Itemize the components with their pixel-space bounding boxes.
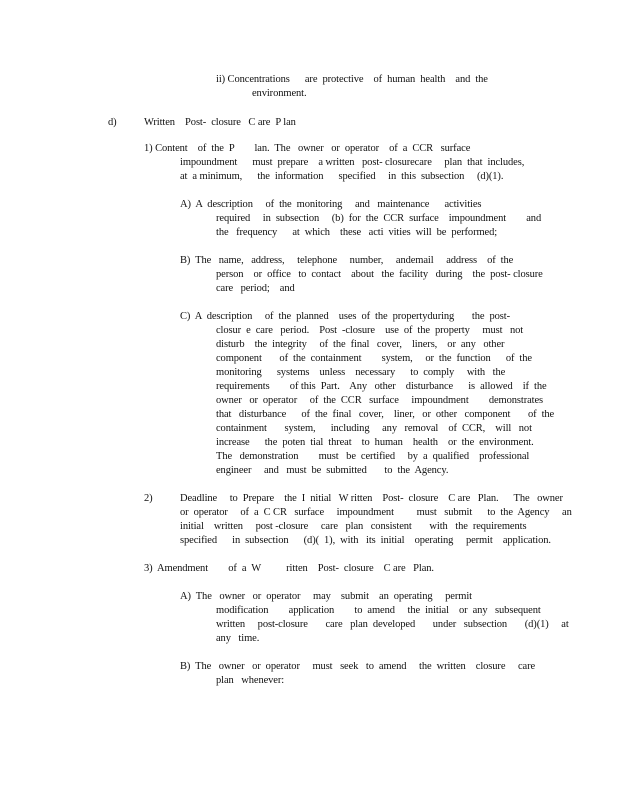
text-line: any time. <box>216 633 260 644</box>
text-line: written post-closure care plan developed under subsection (d)(1) at <box>216 619 569 630</box>
text-line: plan whenever: <box>216 675 285 686</box>
text-line: owner or operator of the CCR surface impoundment demonstrates <box>216 395 544 406</box>
item-label: 2) <box>144 493 153 504</box>
text-line: at a minimum, the information specified in this subsection (d)(1). <box>180 171 504 182</box>
text-line: increase the poten tial threat to human health or the environment. <box>216 437 534 448</box>
text-line: The demonstration must be certified by a qualified professional <box>216 451 530 462</box>
text-line: 3) Amendment of a W ritten Post- closure C are Plan. <box>144 563 434 574</box>
text-line: specified in subsection (d)( 1), with its initial operating permit application. <box>180 535 551 546</box>
text-line: modification application to amend the initial or any subsequent <box>216 605 541 616</box>
text-line: component of the containment system, or the function of the <box>216 353 532 364</box>
text-line: impoundment must prepare a written post- closurecare plan that includes, <box>180 157 525 168</box>
text-line: C) A description of the planned uses of the propertyduring the post- <box>180 311 510 322</box>
text-line: person or office to contact about the facility during the post- closure <box>216 269 543 280</box>
text-line: initial written post -closure care plan consistent with the requirements <box>180 521 527 532</box>
section-heading: Written Post- closure C are P lan <box>144 117 296 128</box>
text-line: closur e care period. Post -closure use of the property must not <box>216 325 524 336</box>
text-line: that disturbance of the final cover, liner, or other component of the <box>216 409 555 420</box>
text-line: disturb the integrity of the final cover, liners, or any other <box>216 339 505 350</box>
text-line: engineer and must be submitted to the Agency. <box>216 465 449 476</box>
text-line: required in subsection (b) for the CCR surface impoundment and <box>216 213 542 224</box>
text-line: A) The owner or operator may submit an operating permit <box>180 591 472 602</box>
text-line: 1) Content of the P lan. The owner or operator of a CCR surface <box>144 143 471 154</box>
text-line: A) A description of the monitoring and maintenance activities <box>180 199 482 210</box>
text-line: Deadline to Prepare the I nitial W ritten Post- closure C are Plan. The owner <box>180 493 563 504</box>
text-line: B) The owner or operator must seek to amend the written closure care <box>180 661 536 672</box>
text-line: monitoring systems unless necessary to comply with the <box>216 367 506 378</box>
text-line: requirements of this Part. Any other disturbance is allowed if the <box>216 381 547 392</box>
text-line: B) The name, address, telephone number, andemail address of the <box>180 255 514 266</box>
text-line: ii) Concentrations are protective of human health and the <box>216 74 488 85</box>
text-line: care period; and <box>216 283 295 294</box>
text-line: environment. <box>252 88 307 99</box>
section-label: d) <box>108 117 117 128</box>
text-line: the frequency at which these acti vities will be performed; <box>216 227 498 238</box>
text-line: or operator of a C CR surface impoundment must submit to the Agency an <box>180 507 572 518</box>
text-line: containment system, including any removal of CCR, will not <box>216 423 532 434</box>
